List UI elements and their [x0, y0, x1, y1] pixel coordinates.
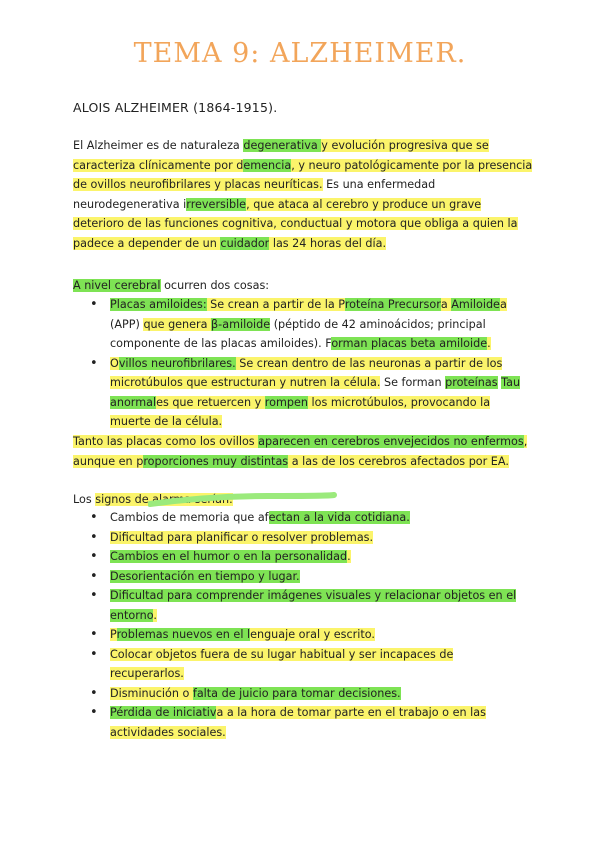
list-item [90, 547, 530, 567]
yellow-highlight: a a la hora de tomar parte en el trabajo o en las actividades sociales. [110, 706, 486, 739]
yellow-highlight: O [110, 356, 119, 370]
green-highlight: roteína Precursor [344, 298, 441, 311]
yellow-highlight: las 24 horas del día. [269, 236, 387, 250]
cerebral-intro [73, 276, 533, 296]
green-highlight: Pérdida de iniciativ [110, 706, 217, 719]
yellow-highlight: , aunque en p [73, 435, 528, 468]
page-title: TEMA 9: ALZHEIMER. [133, 38, 467, 69]
green-highlight: degenerativa [243, 139, 322, 152]
green-highlight: villos neurofibrilares. [118, 356, 236, 370]
yellow-highlight: . [487, 337, 491, 350]
list-item [90, 625, 530, 645]
green-highlight: rreversible [186, 197, 247, 211]
highlight-stroke-mark [148, 490, 338, 510]
list-item [90, 645, 530, 684]
text-run: ocurren dos cosas: [160, 279, 270, 292]
yellow-highlight: Disminución o [110, 686, 193, 700]
signos-list [90, 508, 530, 742]
text-run: Cambios de memoria que af [110, 511, 269, 524]
intro-paragraph [73, 136, 533, 253]
list-item [90, 586, 530, 625]
green-highlight: aparecen en cerebros envejecidos no enfermos [258, 435, 524, 448]
green-highlight: Tau anormal [110, 376, 521, 409]
yellow-highlight: , que ataca al cerebro y produce un grave deterioro de las funciones cognitiva, conductual y motora que obliga a quien la padece a depender de un [73, 197, 518, 250]
green-highlight: Dificultad para comprender imágenes visuales y relacionar objetos en el entorno [110, 589, 517, 622]
green-highlight: roblemas nuevos en el l [116, 628, 251, 641]
green-highlight: rompen [264, 395, 308, 409]
list-item [90, 703, 530, 742]
cerebral-list [90, 295, 530, 432]
green-highlight: ectan a la vida cotidiana. [268, 511, 410, 524]
yellow-highlight: y [321, 139, 332, 152]
green-highlight: A nivel cerebral [73, 279, 161, 292]
green-highlight: Cambios en el humor o en la personalidad [110, 550, 348, 563]
list-item [90, 354, 530, 432]
green-highlight: Placas amiloides: [110, 298, 207, 311]
yellow-highlight: Se crean a partir de la P [206, 298, 345, 311]
yellow-highlight: a [499, 298, 507, 311]
yellow-highlight: Se crean dentro de las neuronas a partir de los microtúbulos que estructuran y nutren la célula. [110, 356, 503, 389]
section-heading: ALOIS ALZHEIMER (1864-1915). [73, 100, 278, 115]
green-highlight: Desorientación en tiempo y lugar. [110, 569, 300, 583]
green-highlight: orman placas beta amiloide [331, 337, 488, 350]
yellow-highlight: Tanto las placas como los ovillos [73, 435, 259, 448]
yellow-highlight: Colocar objetos fuera de su lugar habitual y ser incapaces de recuperarlos. [110, 647, 454, 680]
text-run: Los [73, 493, 96, 506]
list-item [90, 508, 530, 528]
text-run: Es una enfermedad neurodegenerativa i [73, 178, 436, 211]
list-item [90, 684, 530, 704]
yellow-highlight: evolución progresiva que se caracteriza clínicamente por d [73, 139, 489, 172]
yellow-highlight: enguaje oral y escrito. [250, 628, 375, 641]
yellow-highlight: los microtúbulos, provocando la muerte de la célula. [110, 395, 491, 428]
list-item [90, 528, 530, 548]
text-run: (APP) [110, 317, 144, 331]
yellow-highlight: , y neuro patológicamente por la presencia de ovillos neurofibrilares y placas neuríticas. [73, 158, 533, 191]
green-highlight: roporciones muy distintas [143, 454, 289, 468]
yellow-highlight: es que retuercen y [156, 395, 265, 409]
yellow-highlight: . [153, 608, 157, 622]
text-run: Se forman [380, 376, 446, 389]
yellow-highlight: signos de alarma serían: [95, 493, 233, 506]
yellow-highlight: Dificultad para planificar o resolver problemas. [110, 530, 374, 544]
list-item [90, 567, 530, 587]
green-highlight: Amiloide [451, 298, 500, 311]
list-item [90, 295, 530, 354]
green-highlight: β-amiloide [211, 317, 271, 331]
green-highlight: cuidador [220, 236, 270, 250]
green-highlight: proteínas [445, 376, 498, 389]
yellow-highlight: a las de los cerebros afectados por EA. [288, 454, 509, 468]
text-run: El Alzheimer es de naturaleza [73, 139, 244, 152]
cerebral-outro [73, 432, 533, 471]
text-run: (péptido de 42 aminoácidos; principal componente de las placas amiloides). F [110, 317, 486, 350]
yellow-highlight: a [440, 298, 452, 311]
yellow-highlight: P [110, 628, 117, 641]
green-highlight: falta de juicio para tomar decisiones. [192, 686, 401, 700]
yellow-highlight: . [347, 550, 351, 563]
yellow-highlight: que genera [143, 317, 212, 331]
green-highlight: emencia [243, 158, 292, 172]
